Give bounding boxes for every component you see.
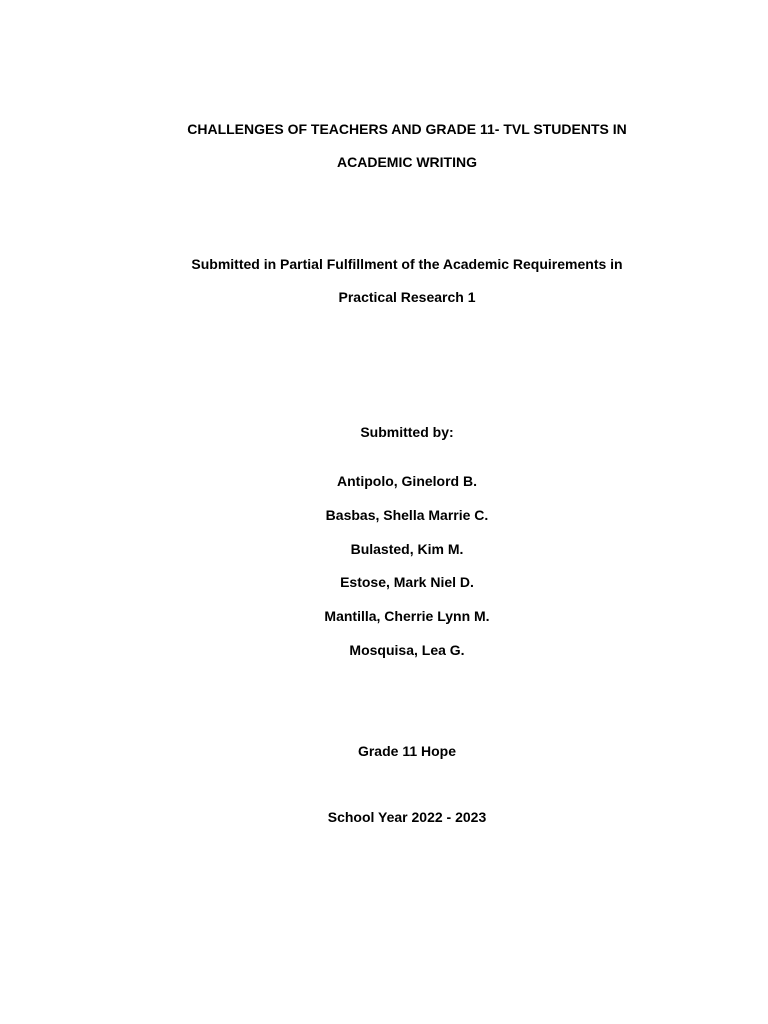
- author-name: Mantilla, Cherrie Lynn M.: [324, 608, 490, 624]
- author-name: Antipolo, Ginelord B.: [337, 473, 477, 489]
- author-name: Basbas, Shella Marrie C.: [325, 507, 489, 523]
- author-name: Mosquisa, Lea G.: [349, 642, 465, 658]
- fulfillment-line-1: Submitted in Partial Fulfillment of the Academic Requirements in: [191, 256, 623, 272]
- submitted-by-label: Submitted by:: [360, 424, 454, 440]
- grade-section: Grade 11 Hope: [357, 743, 457, 759]
- author-name: Estose, Mark Niel D.: [340, 574, 474, 590]
- author-name: Bulasted, Kim M.: [350, 541, 464, 557]
- fulfillment-line-2: Practical Research 1: [338, 289, 476, 305]
- title-line-2: ACADEMIC WRITING: [337, 154, 477, 170]
- title-line-1: CHALLENGES OF TEACHERS AND GRADE 11- TVL STUDENTS IN: [187, 121, 627, 137]
- school-year: School Year 2022 - 2023: [327, 809, 487, 825]
